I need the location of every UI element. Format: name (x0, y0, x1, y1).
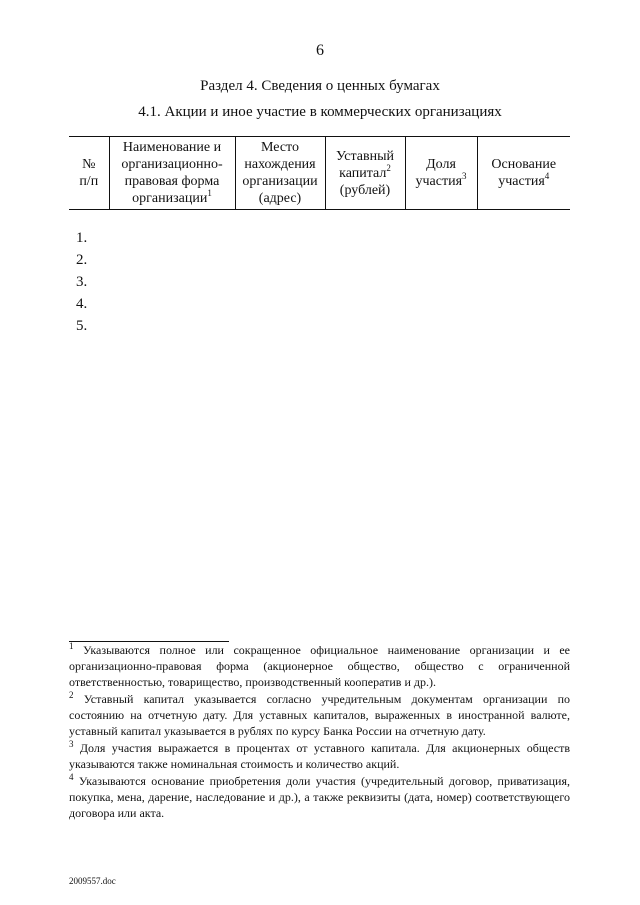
table-row: 2. (76, 252, 88, 268)
header-charter-capital: Уставный капитал$^2$ (рублей) (325, 137, 405, 210)
page-number: 6 (316, 42, 324, 59)
table-row: 5. (76, 318, 88, 334)
table-header-row (69, 137, 570, 210)
footnote: $^3$ Доля участия выражается в процентах от уставного капитала. Для акционерных обществ указываются также номинальная стоимость и количество акций. (69, 739, 570, 771)
table-row: 3. (76, 274, 88, 290)
securities-table (69, 136, 570, 210)
footnotes (69, 642, 570, 822)
header-share: Доля участия$^3$ (405, 137, 477, 210)
section-title: Раздел 4. Сведения о ценных бумагах (200, 78, 440, 94)
header-location: Место нахождения организации (адрес) (235, 137, 325, 210)
row-number-list (76, 227, 87, 337)
table-row: 1. (76, 230, 88, 246)
header-basis: Основание участия$^4$ (477, 137, 570, 210)
footnote: $^4$ Указываются основание приобретения доли участия (учредительный договор, приватизация, покупка, мена, дарение, наследование и др.), а также реквизиты (дата, номер) соответствующего договора или акта. (69, 772, 570, 820)
document-filename: 2009557.doc (69, 876, 116, 886)
header-number: № п/п (69, 137, 109, 210)
header-organization-name: Наименование и организационно-правовая форма организации$^1$ (109, 137, 235, 210)
subsection-title: 4.1. Акции и иное участие в коммерческих организациях (138, 104, 502, 120)
table-row: 4. (76, 296, 88, 312)
footnote: $^2$ Уставный капитал указывается согласно учредительным документам организации по состоянию на отчетную дату. Для уставных капиталов, выраженных в иностранной валюте, уставный капитал указывается в рублях по курсу Банка России на отчетную дату. (69, 690, 571, 738)
footnote: $^1$ Указываются полное или сокращенное официальное наименование организации и ее организационно-правовая форма (акционерное общество, общество с ограниченной ответственностью, товарищество, производственный кооператив и др.). (69, 641, 570, 689)
